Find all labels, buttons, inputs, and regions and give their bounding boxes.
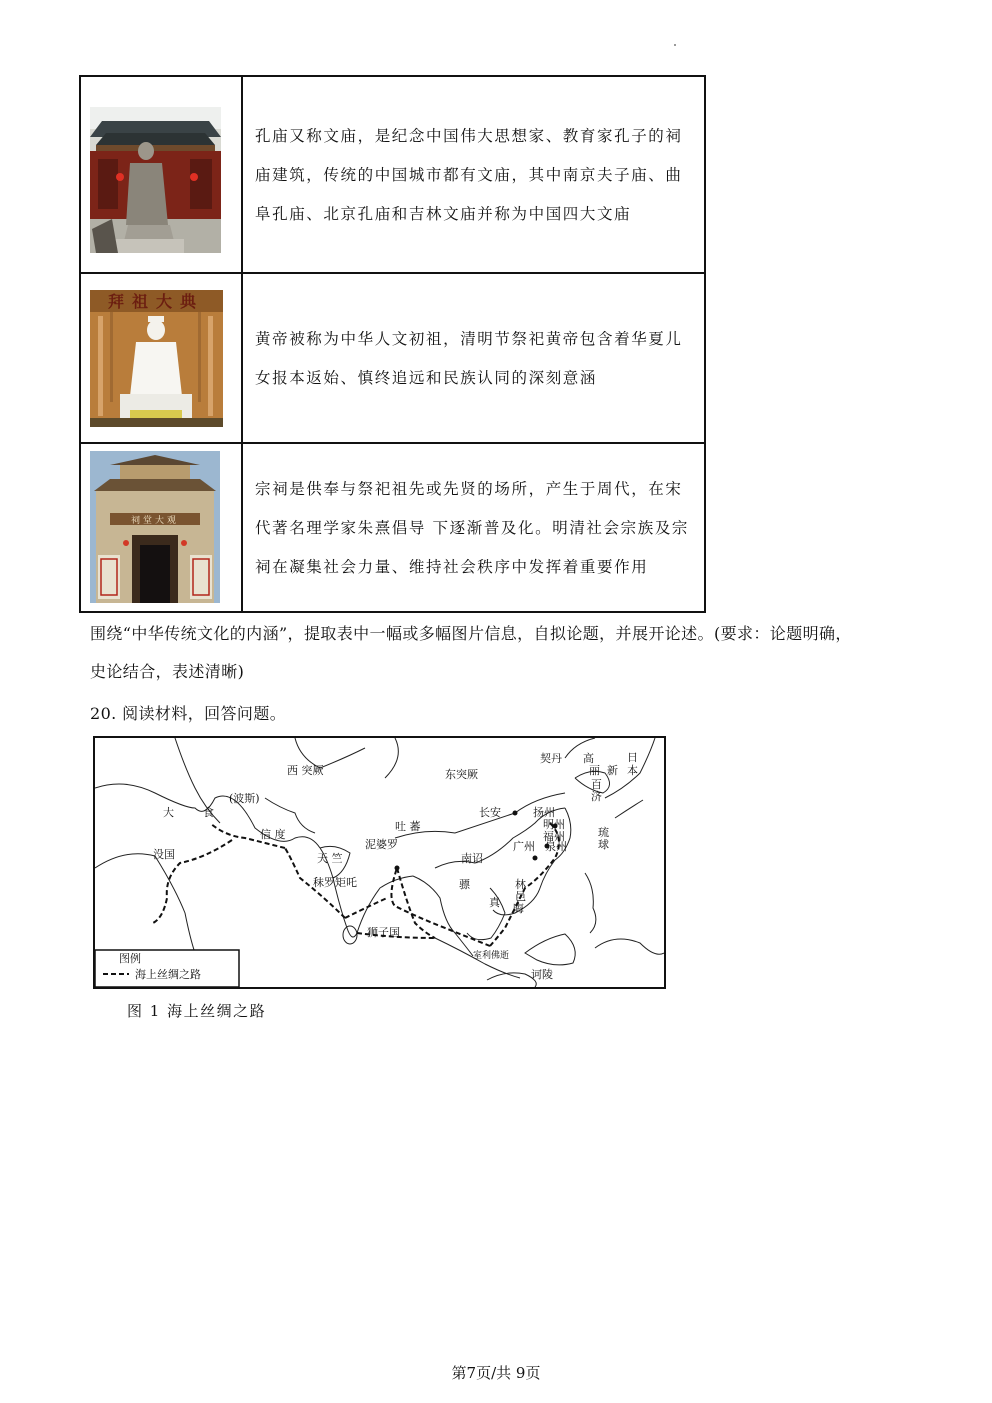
label-goryeo: 丽 — [589, 764, 600, 777]
label-linyi-3: 晦 — [513, 902, 524, 915]
label-zhenla: 真 — [489, 896, 500, 909]
label-linyi-1: 林 — [515, 878, 526, 891]
label-sri-lanka: 狮子国 — [367, 926, 400, 939]
table-row — [81, 444, 704, 611]
confucius-temple-description: 孔庙又称文庙，是纪念中国伟大思想家、教育家孔子的祠庙建筑，传统的中国城市都有文庙，其中南京夫子庙、曲阜孔庙、北京孔庙和吉林文庙并称为中国四大文庙 — [255, 127, 683, 223]
map-legend — [95, 950, 239, 987]
label-baekje-1: 百 — [591, 778, 602, 791]
image-cell — [81, 77, 243, 272]
label-india: 天 竺 — [317, 852, 343, 865]
label-goguryeo: 高 — [583, 752, 594, 765]
label-heling: 诃陵 — [531, 968, 553, 981]
label-khitan: 契丹 — [540, 752, 562, 765]
label-liuqiu-1: 琉 — [598, 826, 609, 839]
label-arab-2: 食 — [203, 806, 214, 819]
label-srivijaya: 室利佛逝 — [473, 951, 510, 961]
label-east-turks: 东突厥 — [445, 768, 478, 781]
label-japan-2: 本 — [627, 764, 638, 777]
maritime-silk-road-map — [93, 736, 666, 989]
yellow-emperor-statue-photo — [90, 290, 223, 427]
photo-banner-text: 拜祖大典 — [107, 292, 205, 311]
label-yangzhou: 扬州 — [533, 806, 555, 819]
table-row — [81, 77, 704, 274]
legend-route-label: 海上丝绸之路 — [135, 968, 201, 981]
question-20-prompt: 20. 阅读材料，回答问题。 — [90, 704, 287, 723]
label-nanzhao: 南诏 — [461, 852, 483, 865]
label-arab-1: 大 — [163, 806, 174, 819]
scan-speck — [674, 44, 676, 46]
label-mesopotamia: 没国 — [153, 848, 175, 861]
label-quanzhou: 泉州 — [545, 840, 567, 853]
label-sindhu: 信 度 — [260, 828, 286, 841]
yellow-emperor-description: 黄帝被称为中华人文初祖，清明节祭祀黄帝包含着华夏儿女报本返始、慎终追远和民族认同的深刻意涵 — [255, 330, 683, 387]
ancestral-hall-description: 宗祠是供奉与祭祀祖先或先贤的场所，产生于周代，在宋代著名理学家朱熹倡导 下逐渐普及化。明清社会宗族及宗祠在凝集社会力量、维持社会秩序中发挥着重要作用 — [255, 480, 690, 576]
label-pyu: 骠 — [459, 878, 470, 891]
question-19-line-1: 围绕“中华传统文化的内涵”，提取表中一幅或多幅图片信息，自拟论题，并展开论述。(要求：论题明确， — [90, 624, 852, 643]
label-guangzhou: 广州 — [513, 840, 535, 853]
label-japan-1: 日 — [627, 751, 638, 764]
question-19-line-2: 史论结合，表述清晰) — [90, 662, 245, 681]
ancestral-hall-gate-photo — [90, 451, 220, 603]
figure-caption: 图 1 海上丝绸之路 — [127, 1002, 267, 1020]
label-persia: (波斯) — [229, 792, 260, 805]
text-cell — [243, 274, 704, 442]
image-cell — [81, 444, 243, 611]
label-changan: 长安 — [479, 806, 501, 819]
label-tibet: 吐 蕃 — [395, 820, 421, 833]
label-mingzhou: 明州 — [543, 818, 565, 831]
table-row — [81, 274, 704, 444]
page-footer: 第7页/共 9页 — [451, 1364, 541, 1382]
label-west-turks: 西 突厥 — [287, 764, 324, 777]
image-cell — [81, 274, 243, 442]
text-cell — [243, 77, 704, 272]
label-liuqiu-2: 球 — [598, 838, 609, 851]
label-linyi-2: 邑 — [515, 890, 526, 903]
confucius-temple-statue-photo — [90, 107, 221, 253]
text-cell — [243, 444, 704, 611]
label-baekje-2: 济 — [591, 790, 602, 803]
legend-title: 图例 — [119, 952, 141, 965]
label-malabar: 秣罗矩吒 — [313, 876, 357, 889]
photo-plaque-text: 祠堂大观 — [130, 516, 180, 526]
label-nepal: 泥婆罗 — [365, 838, 398, 851]
label-silla: 新 — [607, 764, 618, 777]
culture-table — [79, 75, 706, 613]
label-fuzhou: 福州 — [543, 830, 565, 843]
